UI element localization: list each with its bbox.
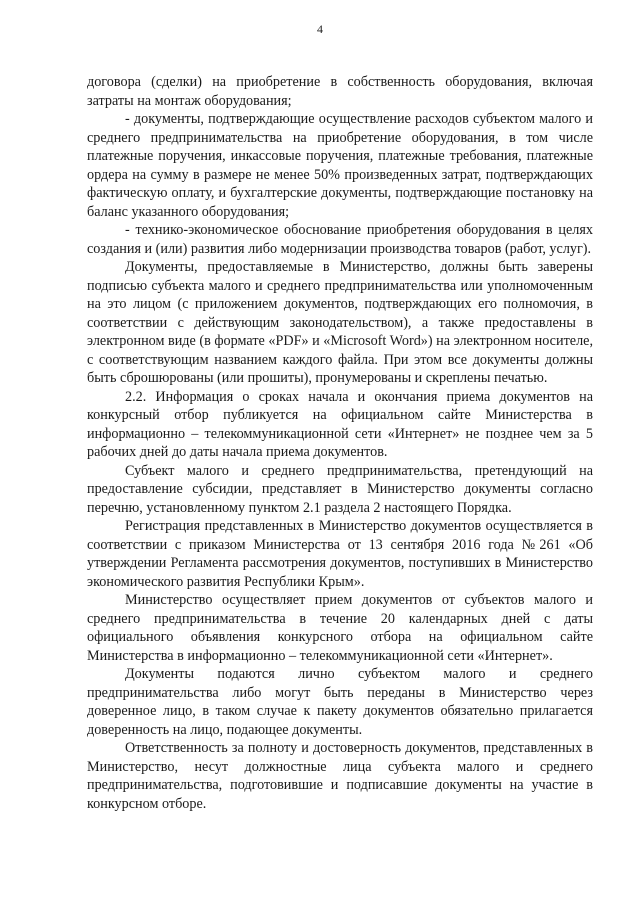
paragraph-3: - технико-экономическое обоснование приобретения оборудования в целях создания и (или) развития либо модернизации производства товаров (работ, услуг). (87, 222, 593, 257)
paragraph-10: Ответственность за полноту и достоверность документов, представленных в Министерство, несут должностные лица субъекта малого и среднего предпринимательства, подготовившие и подписавшие документы на участие в конкурсном отборе. (87, 740, 593, 812)
paragraph-8: Министерство осуществляет прием документов от субъектов малого и среднего предпринимательства в течение 20 календарных дней с даты официального объявления конкурсного отбора на официальном сайте Министерства в информационно – телекоммуникационной сети «Интернет». (87, 592, 593, 664)
paragraph-5: 2.2. Информация о сроках начала и окончания приема документов на конкурсный отбор публикуется на официальном сайте Министерства в информационно – телекоммуникационной сети «Интернет» не позднее чем за 5 рабочих дней до даты начала приема документов. (87, 388, 593, 460)
document-body (87, 73, 593, 813)
paragraph-6: Субъект малого и среднего предпринимательства, претендующий на предоставление субсидии, представляет в Министерство документы согласно перечню, установленному пунктом 2.1 раздела 2 настоящего Порядка. (87, 462, 593, 516)
paragraph-1: договора (сделки) на приобретение в собственность оборудования, включая затраты на монтаж оборудования; (87, 74, 593, 109)
page-number: 4 (317, 22, 323, 36)
paragraph-9: Документы подаются лично субъектом малого и среднего предпринимательства либо могут быть переданы в Министерство через доверенное лицо, в таком случае к пакету документов обязательно прилагается доверенность на лицо, подающее документы. (87, 666, 593, 738)
paragraph-2: - документы, подтверждающие осуществление расходов субъектом малого и среднего предпринимательства на приобретение оборудования, в том числе платежные поручения, инкассовые поручения, платежные требования, платежные ордера на сумму в размере не менее 50% произведенных затрат, подтверждающих фактическую оплату, и бухгалтерские документы, подтверждающие постановку на баланс указанного оборудования; (87, 111, 593, 220)
paragraph-7: Регистрация представленных в Министерство документов осуществляется в соответствии с приказом Министерства от 13 сентября 2016 года №261 «Об утверждении Регламента рассмотрения документов, поступивших в Министерство экономического развития Республики Крым». (87, 518, 593, 590)
paragraph-4: Документы, предоставляемые в Министерство, должны быть заверены подписью субъекта малого и среднего предпринимательства или уполномоченным на это лицом (с приложением документов, подтверждающих его полномочия, в соответствии с действующим законодательством), а также предоставлены в электронном виде (в формате «PDF» и «Microsoft Word») на электронном носителе, с соответствующим названием каждого файла. При этом все документы должны быть сброшюрованы (или прошиты), пронумерованы и скреплены печатью. (87, 259, 593, 386)
